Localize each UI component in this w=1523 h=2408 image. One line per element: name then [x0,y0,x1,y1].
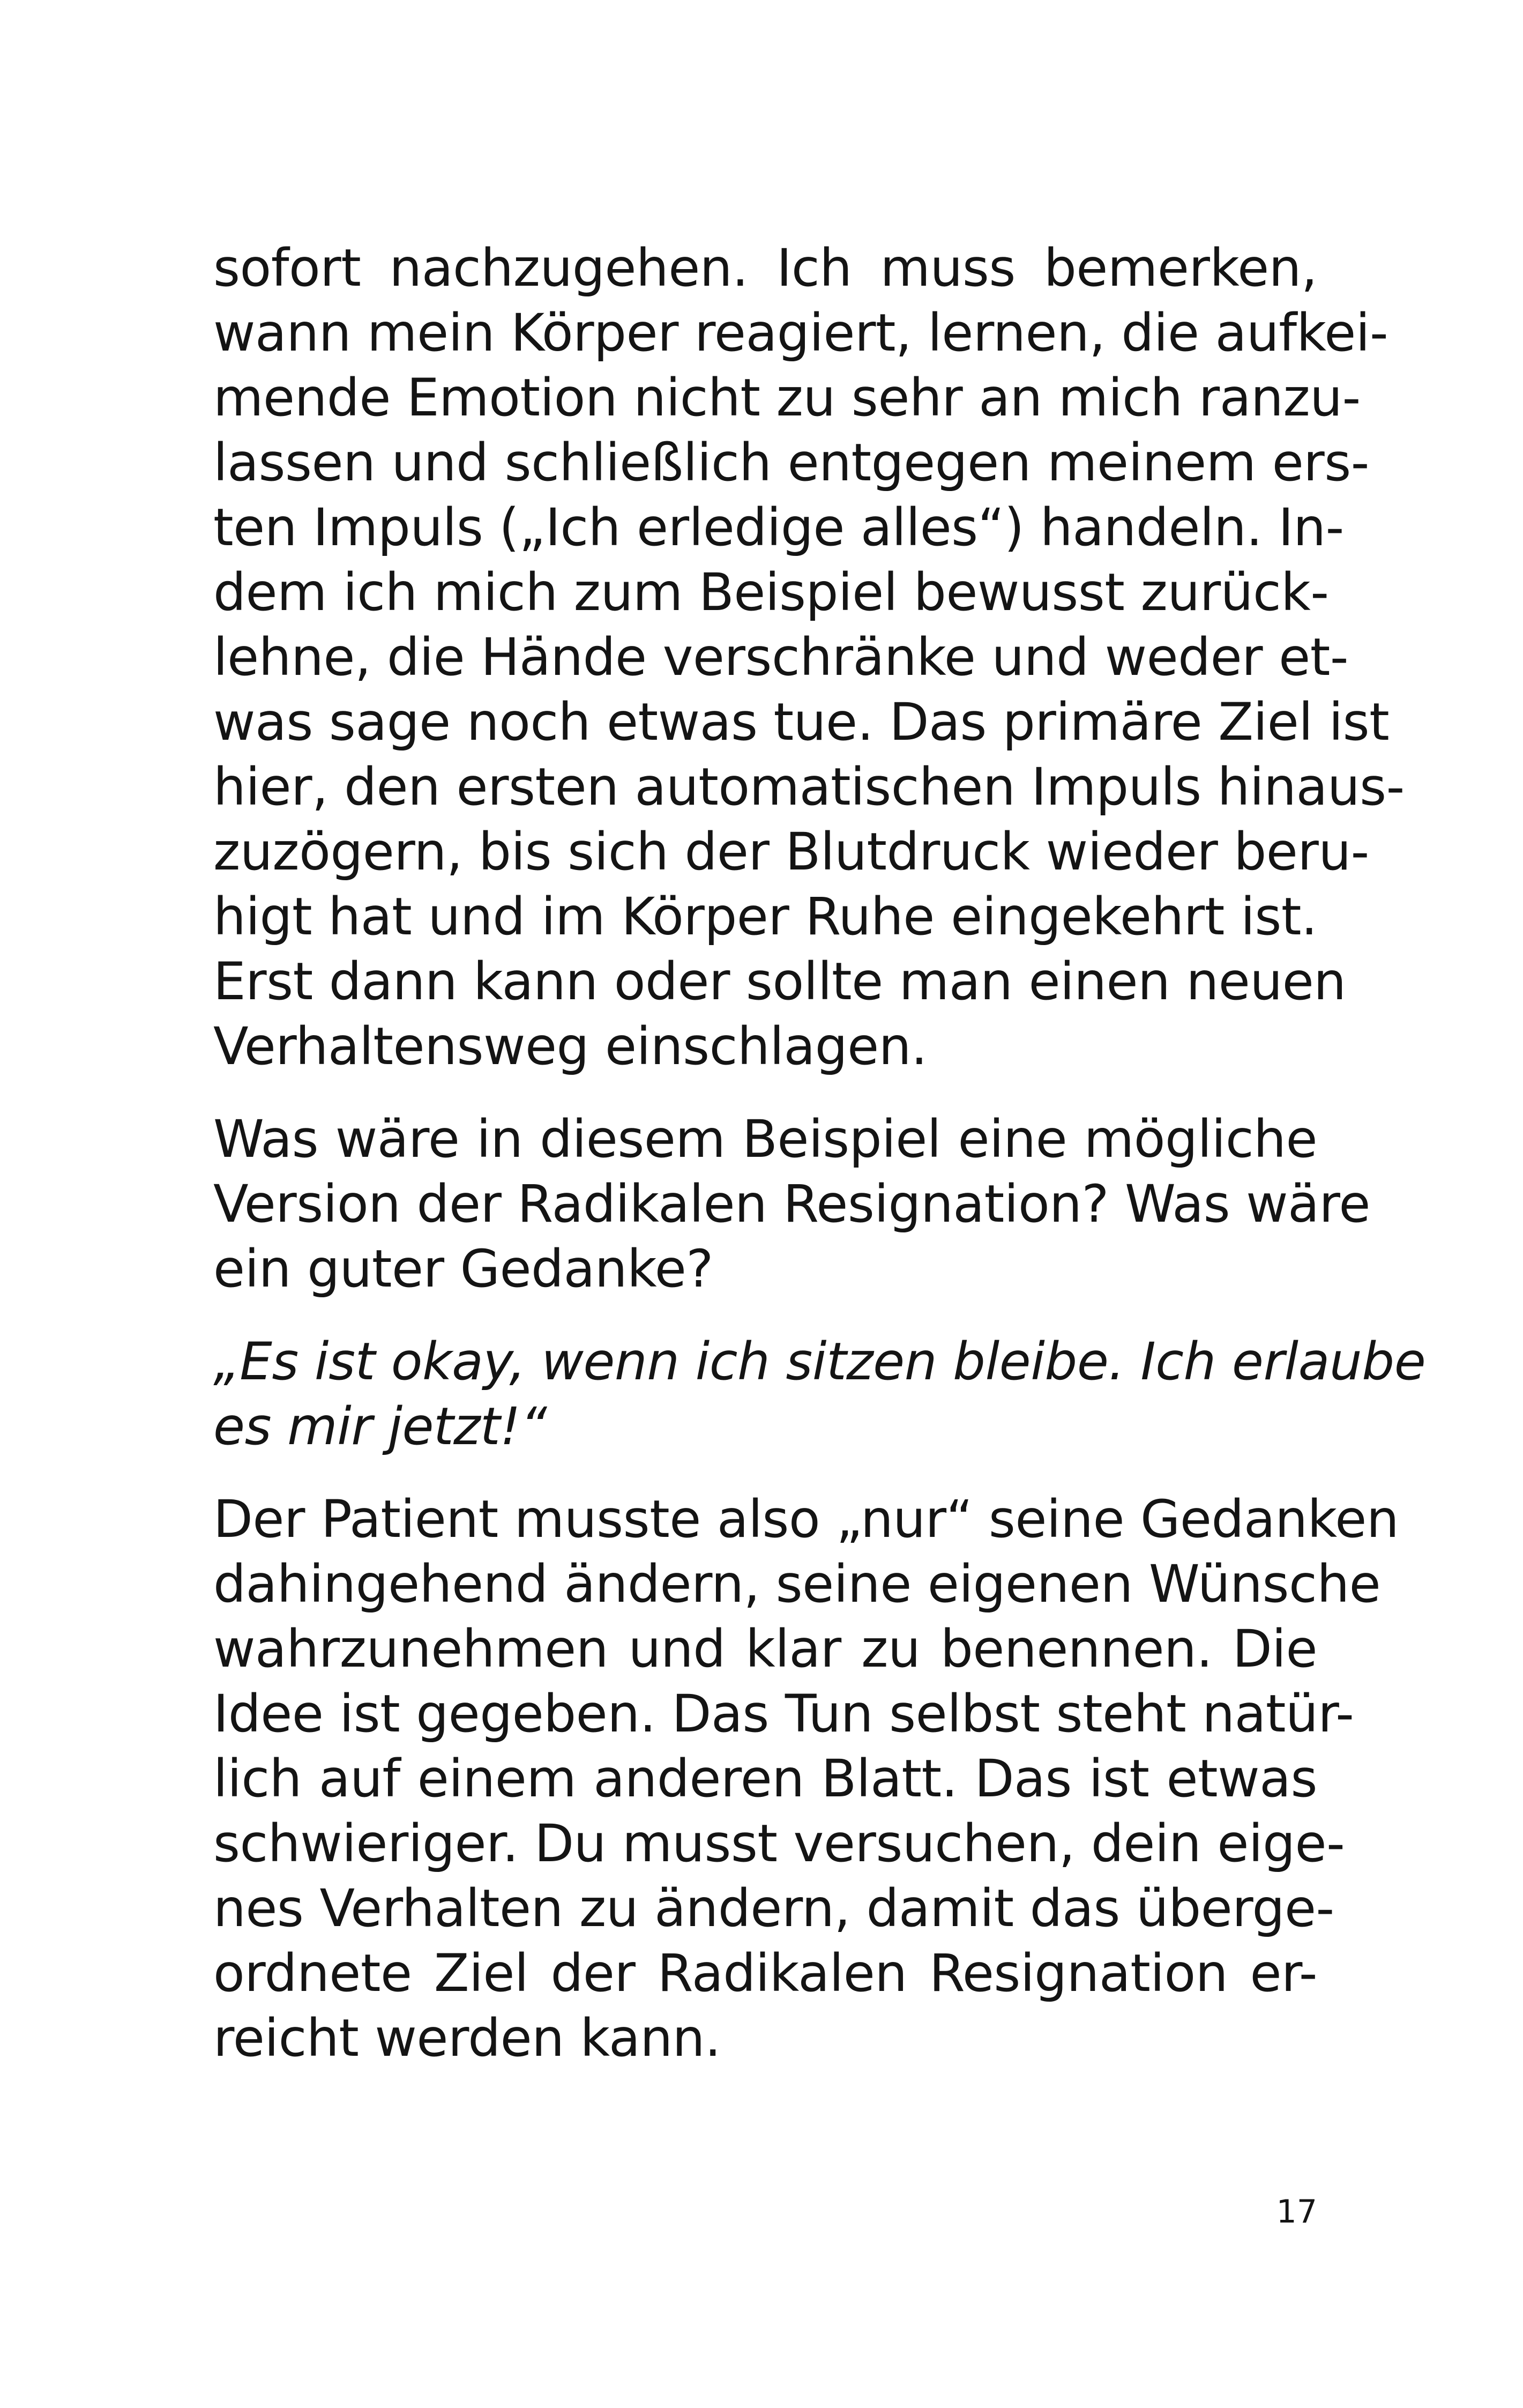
quote-paragraph [213,1329,1426,1459]
text-line: lehne, die Hände verschränke und weder et- [213,627,1348,687]
text-line: „Es ist okay, wenn ich sitzen bleibe. Ich erlaube [213,1332,1426,1392]
text-line: dem ich mich zum Beispiel bewusst zurück- [213,562,1329,622]
paragraph-4 [213,1487,1399,2071]
paragraph-2 [213,1107,1370,1302]
text-line: reicht werden kann. [213,2008,721,2068]
text-line: Verhaltensweg einschlagen. [213,1016,928,1076]
text-line: es mir jetzt!“ [213,1396,547,1456]
text-line: Was wäre in diesem Beispiel eine mögliche [213,1109,1317,1169]
text-line: wann mein Körper reagiert, lernen, die aufkei- [213,303,1388,363]
page-number: 17 [1276,2193,1317,2231]
text-line: nes Verhalten zu ändern, damit das überge- [213,1878,1334,1938]
text-line: Der Patient musste also „nur“ seine Gedanken [213,1489,1399,1549]
paragraph-1 [213,236,1405,1079]
text-line: ordnete Ziel der Radikalen Resignation er- [213,1943,1317,2003]
text-line: lassen und schließlich entgegen meinem ers- [213,433,1369,493]
text-line: Version der Radikalen Resignation? Was wäre [213,1174,1370,1234]
text-line: wahrzunehmen und klar zu benennen. Die [213,1619,1317,1679]
text-line: ein guter Gedanke? [213,1239,713,1299]
text-line: dahingehend ändern, seine eigenen Wünsche [213,1554,1381,1614]
text-line: Erst dann kann oder sollte man einen neuen [213,952,1346,1012]
text-line: ten Impuls („Ich erledige alles“) handeln. In- [213,497,1344,558]
text-line: zuzögern, bis sich der Blutdruck wieder beru- [213,822,1369,882]
text-line: Idee ist gegeben. Das Tun selbst steht natür- [213,1684,1354,1744]
text-line: schwieriger. Du musst versuchen, dein eige- [213,1814,1345,1874]
body-text [213,236,1426,2099]
text-line: sofort nachzugehen. Ich muss bemerken, [213,238,1317,298]
text-line: hier, den ersten automatischen Impuls hinaus- [213,757,1405,817]
text-line: lich auf einem anderen Blatt. Das ist etwas [213,1749,1317,1809]
text-line: higt hat und im Körper Ruhe eingekehrt ist. [213,887,1317,947]
text-line: was sage noch etwas tue. Das primäre Ziel ist [213,692,1390,752]
text-line: mende Emotion nicht zu sehr an mich ranzu- [213,368,1361,428]
